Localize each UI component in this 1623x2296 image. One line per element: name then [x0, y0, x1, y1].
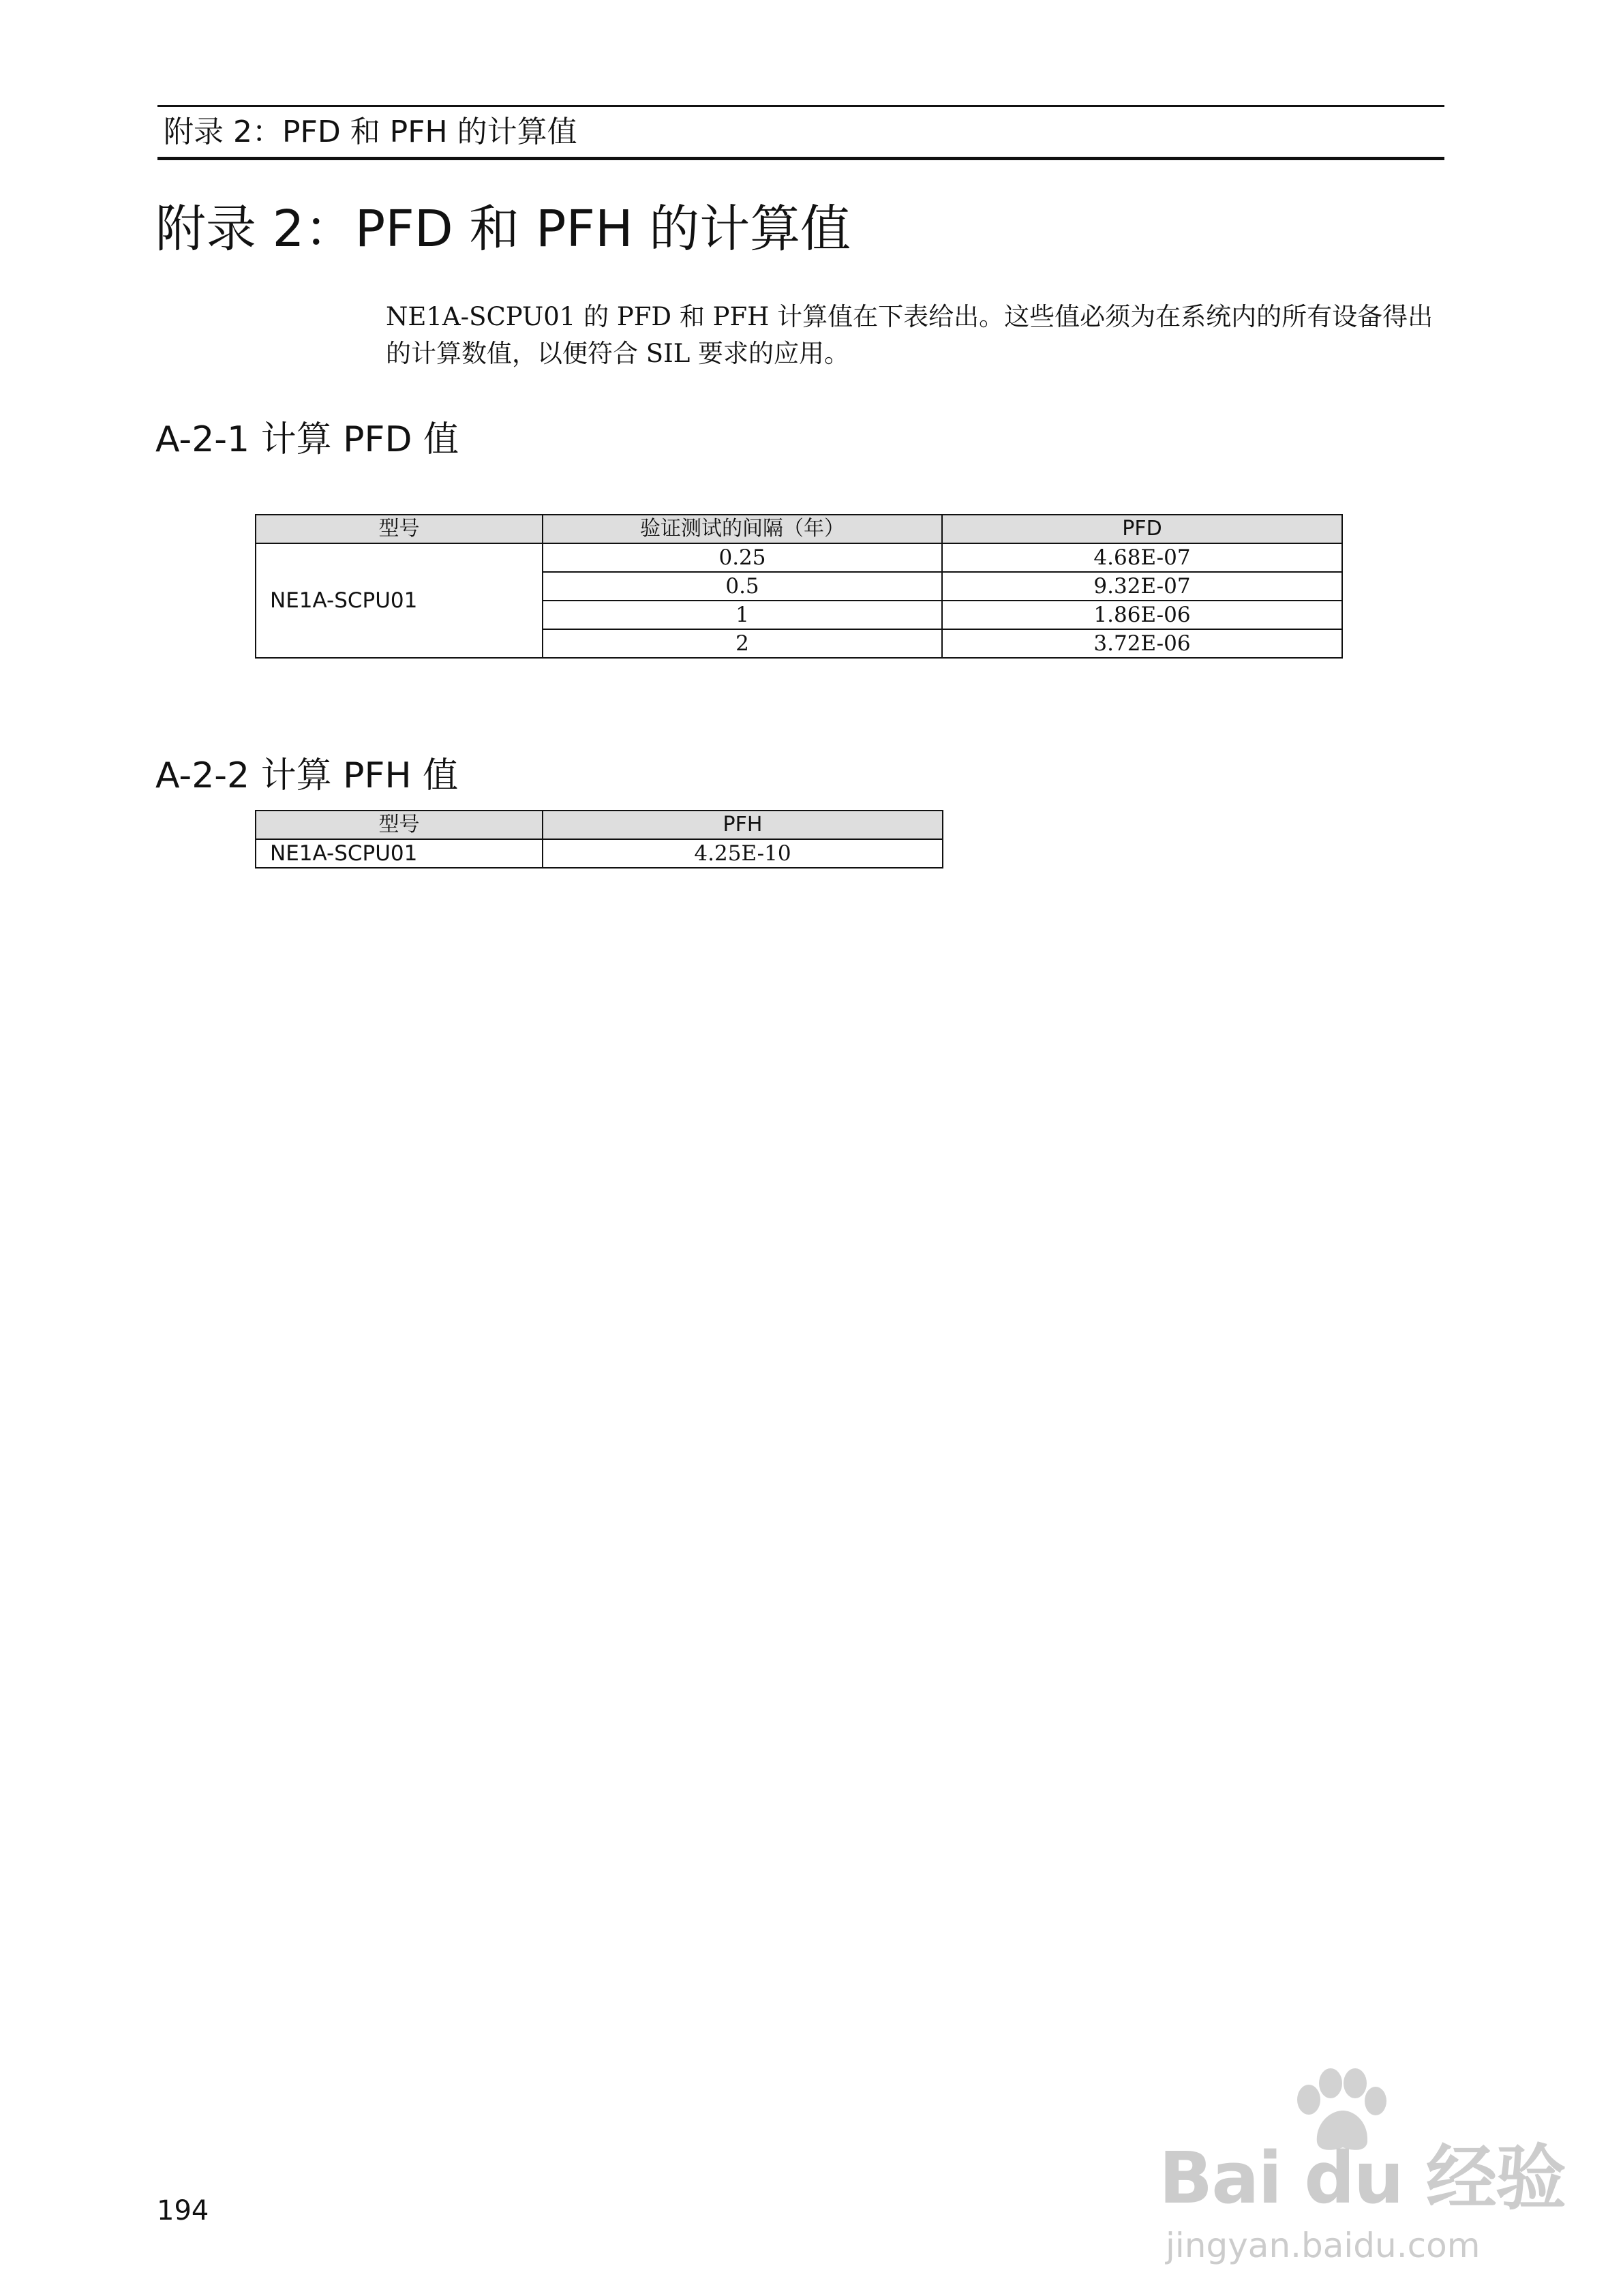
model-cell: NE1A-SCPU01: [256, 839, 543, 868]
pfd-cell: 9.32E-07: [942, 572, 1342, 601]
watermark-brand: Bai du 经验: [1159, 2136, 1565, 2220]
pfd-cell: 3.72E-06: [942, 629, 1342, 658]
pfd-cell: 1.86E-06: [942, 601, 1342, 629]
pfh-table: [255, 810, 943, 868]
column-header-pfd: PFD: [942, 515, 1342, 543]
table-row: [256, 839, 943, 868]
watermark: [1159, 2066, 1565, 2270]
pfh-cell: 4.25E-10: [543, 839, 943, 868]
section-title-pfh: A-2-2 计算 PFH 值: [155, 755, 459, 796]
interval-cell: 0.25: [543, 543, 942, 572]
page-title: 附录 2：PFD 和 PFH 的计算值: [155, 200, 851, 258]
column-header-pfh: PFH: [543, 811, 943, 839]
running-header: 附录 2：PFD 和 PFH 的计算值: [164, 115, 577, 149]
column-header-interval: 验证测试的间隔（年）: [543, 515, 942, 543]
watermark-url: jingyan.baidu.com: [1166, 2226, 1481, 2265]
intro-paragraph: NE1A-SCPU01 的 PFD 和 PFH 计算值在下表给出。这些值必须为在系统内的所有设备得出的计算数值，以便符合 SIL 要求的应用。: [386, 302, 1434, 368]
section-title-pfd: A-2-1 计算 PFD 值: [155, 419, 459, 460]
pfd-table: [255, 514, 1343, 659]
table-row: [256, 543, 1342, 572]
model-cell: NE1A-SCPU01: [256, 543, 543, 658]
table-header-row: [256, 515, 1342, 543]
column-header-model: 型号: [256, 811, 543, 839]
column-header-model: 型号: [256, 515, 543, 543]
interval-cell: 1: [543, 601, 942, 629]
pfd-cell: 4.68E-07: [942, 543, 1342, 572]
interval-cell: 0.5: [543, 572, 942, 601]
table-header-row: [256, 811, 943, 839]
interval-cell: 2: [543, 629, 942, 658]
header-rule-bottom: [157, 157, 1444, 160]
page-number: 194: [157, 2195, 209, 2226]
header-rule-top: [157, 105, 1444, 107]
